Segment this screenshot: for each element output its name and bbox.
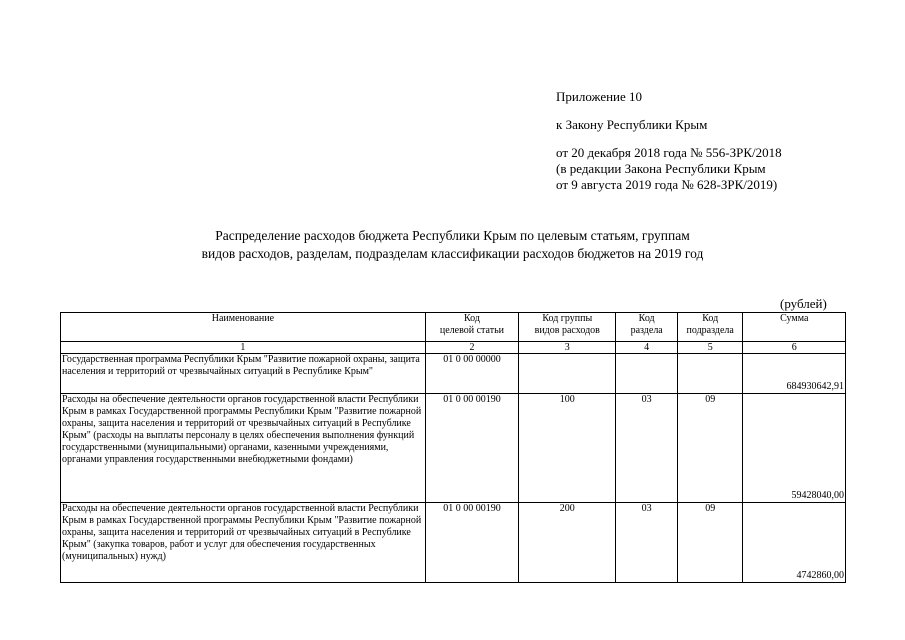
index-row [61, 342, 846, 354]
row-target-code: 01 0 00 00000 [425, 354, 518, 394]
row-section-code [616, 354, 677, 394]
table-row [61, 354, 846, 394]
header-section-code: Код раздела [616, 313, 677, 342]
row-subsection-code: 09 [677, 394, 743, 503]
row-amount: 4742860,00 [743, 503, 846, 583]
index-cell: 1 [61, 342, 426, 354]
appendix-line-5: от 9 августа 2019 года № 628-ЗРК/2019) [556, 177, 778, 192]
header-name: Наименование [61, 313, 426, 342]
header-row [61, 313, 846, 342]
index-cell: 3 [519, 342, 616, 354]
row-group-code: 100 [519, 394, 616, 503]
appendix-line-3: от 20 декабря 2018 года № 556-ЗРК/2018 [556, 145, 782, 160]
row-name: Государственная программа Республики Крым "Развитие пожарной охраны, защита населения и территорий от чрезвычайных ситуаций в Республике Крым" [61, 354, 426, 394]
appendix-line-4: (в редакции Закона Республики Крым [556, 161, 766, 176]
title-line-1: Распределение расходов бюджета Республики Крым по целевым статьям, группам [215, 228, 690, 243]
row-target-code: 01 0 00 00190 [425, 394, 518, 503]
row-name: Расходы на обеспечение деятельности органов государственной власти Республики Крым в рамках Государственной программы Республики Крым "Развитие пожарной охраны, защита населения и территорий от чрезвычайных ситуаций в Республике Крым" (закупка товаров, работ и услуг для обеспечения государственных (муниципальных) нужд) [61, 503, 426, 583]
row-amount: 59428040,00 [743, 394, 846, 503]
row-subsection-code: 09 [677, 503, 743, 583]
index-cell: 6 [743, 342, 846, 354]
table-row [61, 503, 846, 583]
row-section-code: 03 [616, 394, 677, 503]
budget-table [60, 312, 846, 583]
header-target-code: Код целевой статьи [425, 313, 518, 342]
index-cell: 2 [425, 342, 518, 354]
row-name: Расходы на обеспечение деятельности органов государственной власти Республики Крым в рамках Государственной программы Республики Крым "Развитие пожарной охраны, защита населения и территорий от чрезвычайных ситуаций в Республике Крым" (расходы на выплаты персоналу в целях обеспечения выполнения функций государственными (муниципальными) органами, казенными учреждениями, органами управления государственными внебюджетными фондами) [61, 394, 426, 503]
table-row [61, 394, 846, 503]
header-amount: Сумма [743, 313, 846, 342]
row-group-code [519, 354, 616, 394]
index-cell: 4 [616, 342, 677, 354]
appendix-line-2: к Закону Республики Крым [556, 117, 708, 132]
row-target-code: 01 0 00 00190 [425, 503, 518, 583]
row-amount: 684930642,91 [743, 354, 846, 394]
appendix-line-1: Приложение 10 [556, 89, 643, 104]
title-line-2: видов расходов, разделам, подразделам классификации расходов бюджетов на 2019 год [201, 246, 704, 261]
row-section-code: 03 [616, 503, 677, 583]
header-group-code: Код группы видов расходов [519, 313, 616, 342]
index-cell: 5 [677, 342, 743, 354]
row-group-code: 200 [519, 503, 616, 583]
units-label: (рублей) [780, 296, 827, 311]
header-subsection-code: Код подраздела [677, 313, 743, 342]
row-subsection-code [677, 354, 743, 394]
